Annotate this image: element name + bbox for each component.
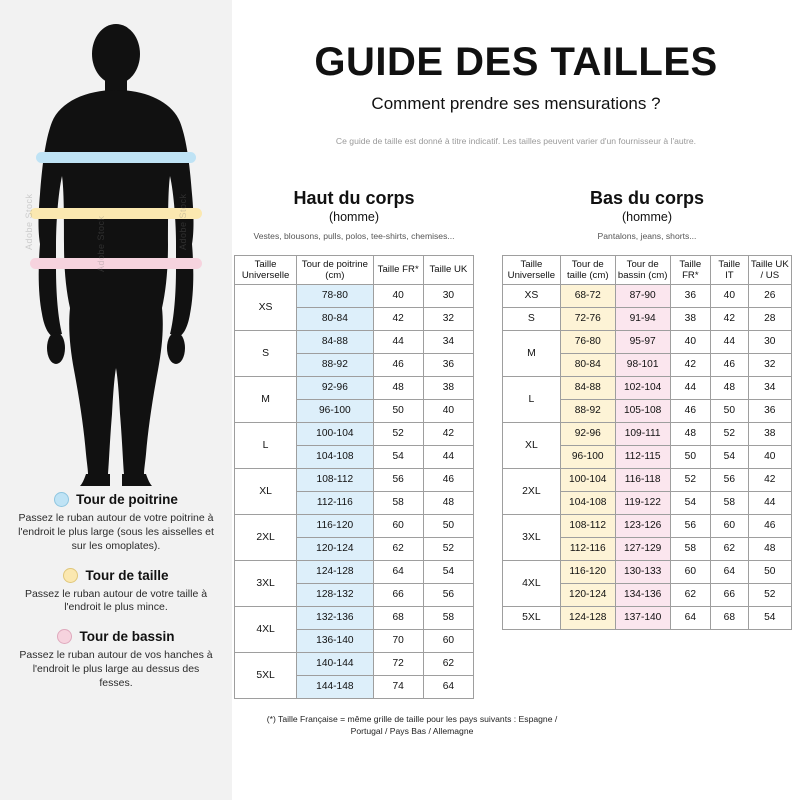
legend-item-hips	[10, 629, 222, 691]
cell-value: 42	[711, 307, 749, 330]
cell-value: 124-128	[297, 560, 373, 583]
upper-body-desc: Vestes, blousons, pulls, polos, tee-shirts, chemises...	[253, 231, 455, 241]
cell-value: 28	[748, 307, 791, 330]
cell-value: 56	[711, 468, 749, 491]
cell-value: 84-88	[560, 376, 615, 399]
cell-value: 58	[423, 606, 473, 629]
cell-universal-size: 2XL	[503, 468, 561, 514]
cell-value: 87-90	[615, 284, 670, 307]
cell-value: 72	[373, 652, 423, 675]
cell-value: 50	[670, 445, 710, 468]
cell-value: 74	[373, 675, 423, 698]
cell-value: 60	[423, 629, 473, 652]
cell-value: 52	[423, 537, 473, 560]
cell-value: 62	[711, 537, 749, 560]
cell-value: 116-120	[560, 560, 615, 583]
cell-value: 60	[373, 514, 423, 537]
col-uk-us: Taille UK / US	[748, 255, 791, 284]
upper-body-title: Haut du corps	[293, 188, 415, 208]
cell-value: 120-124	[297, 537, 373, 560]
cell-value: 104-108	[560, 491, 615, 514]
cell-value: 54	[711, 445, 749, 468]
cell-value: 112-116	[297, 491, 373, 514]
cell-value: 36	[748, 399, 791, 422]
hips-color-dot-icon	[57, 629, 72, 644]
cell-value: 46	[711, 353, 749, 376]
cell-value: 52	[748, 583, 791, 606]
cell-value: 42	[423, 422, 473, 445]
cell-value: 116-120	[297, 514, 373, 537]
table-row	[503, 307, 792, 330]
cell-universal-size: 4XL	[235, 606, 297, 652]
col-waist: Tour de taille (cm)	[560, 255, 615, 284]
cell-value: 46	[670, 399, 710, 422]
legend-waist-header	[10, 568, 222, 583]
cell-value: 40	[748, 445, 791, 468]
table-row	[235, 468, 474, 491]
cell-universal-size: M	[503, 330, 561, 376]
cell-value: 112-116	[560, 537, 615, 560]
table-row	[235, 422, 474, 445]
cell-value: 62	[670, 583, 710, 606]
col-hips: Tour de bassin (cm)	[615, 255, 670, 284]
cell-value: 66	[711, 583, 749, 606]
cell-value: 120-124	[560, 583, 615, 606]
cell-value: 52	[373, 422, 423, 445]
cell-universal-size: 2XL	[235, 514, 297, 560]
waist-measure-band	[30, 208, 202, 219]
cell-value: 40	[670, 330, 710, 353]
table-row	[503, 606, 792, 629]
cell-universal-size: XL	[235, 468, 297, 514]
table-row	[235, 560, 474, 583]
cell-value: 44	[748, 491, 791, 514]
disclaimer-text: Ce guide de taille est donné à titre indicatif. Les tailles peuvent varier d'un fournisseur à l'autre.	[335, 136, 697, 146]
cell-universal-size: L	[235, 422, 297, 468]
cell-value: 44	[423, 445, 473, 468]
cell-universal-size: 5XL	[235, 652, 297, 698]
cell-value: 50	[748, 560, 791, 583]
cell-value: 46	[748, 514, 791, 537]
cell-value: 42	[373, 307, 423, 330]
cell-value: 56	[373, 468, 423, 491]
col-fr: Taille FR*	[373, 255, 423, 284]
table-row	[503, 560, 792, 583]
cell-value: 44	[711, 330, 749, 353]
cell-value: 140-144	[297, 652, 373, 675]
waist-color-dot-icon	[63, 568, 78, 583]
cell-value: 40	[423, 399, 473, 422]
cell-universal-size: M	[235, 376, 297, 422]
watermark: Adobe Stock	[178, 193, 188, 250]
chest-color-dot-icon	[54, 492, 69, 507]
table-row	[235, 284, 474, 307]
table-row	[235, 514, 474, 537]
table-row	[235, 652, 474, 675]
col-universal: Taille Universelle	[503, 255, 561, 284]
cell-value: 58	[670, 537, 710, 560]
upper-body-table	[234, 255, 474, 699]
cell-value: 105-108	[615, 399, 670, 422]
cell-universal-size: 4XL	[503, 560, 561, 606]
watermark: Adobe Stock	[24, 193, 34, 250]
hips-measure-band	[30, 258, 202, 269]
legend-hips-header	[10, 629, 222, 644]
legend	[0, 492, 232, 705]
table-row	[503, 514, 792, 537]
cell-value: 108-112	[560, 514, 615, 537]
cell-value: 96-100	[297, 399, 373, 422]
header	[232, 0, 800, 146]
cell-value: 38	[423, 376, 473, 399]
lower-body-title: Bas du corps	[589, 188, 705, 208]
cell-value: 91-94	[615, 307, 670, 330]
cell-value: 36	[670, 284, 710, 307]
legend-waist-title: Tour de taille	[85, 567, 169, 583]
cell-value: 95-97	[615, 330, 670, 353]
cell-value: 30	[423, 284, 473, 307]
cell-value: 26	[748, 284, 791, 307]
cell-value: 32	[748, 353, 791, 376]
cell-value: 68	[373, 606, 423, 629]
cell-value: 123-126	[615, 514, 670, 537]
table-row	[503, 468, 792, 491]
lower-body-desc: Pantalons, jeans, shorts...	[597, 231, 697, 241]
col-chest: Tour de poitrine (cm)	[297, 255, 373, 284]
cell-universal-size: S	[235, 330, 297, 376]
cell-value: 46	[373, 353, 423, 376]
table-row	[503, 422, 792, 445]
cell-value: 104-108	[297, 445, 373, 468]
upper-body-subtitle: (homme)	[328, 210, 379, 224]
cell-value: 56	[670, 514, 710, 537]
cell-value: 72-76	[560, 307, 615, 330]
cell-value: 64	[711, 560, 749, 583]
cell-universal-size: L	[503, 376, 561, 422]
footnote: (*) Taille Française = même grille de taille pour les pays suivants : Espagne / Portugal / Pays Bas / Allemagne	[266, 714, 558, 737]
left-panel	[0, 0, 232, 800]
cell-value: 42	[670, 353, 710, 376]
cell-value: 144-148	[297, 675, 373, 698]
cell-value: 78-80	[297, 284, 373, 307]
cell-value: 64	[670, 606, 710, 629]
cell-universal-size: XS	[503, 284, 561, 307]
cell-value: 80-84	[560, 353, 615, 376]
cell-value: 88-92	[560, 399, 615, 422]
legend-item-chest	[10, 492, 222, 554]
cell-value: 100-104	[297, 422, 373, 445]
cell-value: 48	[711, 376, 749, 399]
cell-universal-size: 3XL	[503, 514, 561, 560]
cell-value: 62	[373, 537, 423, 560]
cell-value: 46	[423, 468, 473, 491]
page-subtitle: Comment prendre ses mensurations ?	[371, 94, 661, 113]
cell-value: 109-111	[615, 422, 670, 445]
cell-value: 108-112	[297, 468, 373, 491]
cell-value: 48	[748, 537, 791, 560]
cell-universal-size: S	[503, 307, 561, 330]
cell-value: 92-96	[297, 376, 373, 399]
table-row	[503, 284, 792, 307]
cell-value: 68	[711, 606, 749, 629]
cell-value: 54	[670, 491, 710, 514]
lower-body-table	[502, 255, 792, 630]
table-header-row	[235, 255, 474, 284]
cell-value: 132-136	[297, 606, 373, 629]
lower-body-table-block	[502, 188, 792, 699]
table-row	[503, 376, 792, 399]
cell-value: 92-96	[560, 422, 615, 445]
cell-value: 127-129	[615, 537, 670, 560]
col-uk: Taille UK	[423, 255, 473, 284]
cell-value: 50	[711, 399, 749, 422]
cell-value: 66	[373, 583, 423, 606]
cell-value: 48	[670, 422, 710, 445]
cell-value: 40	[373, 284, 423, 307]
cell-value: 116-118	[615, 468, 670, 491]
legend-waist-text: Passez le ruban autour de votre taille à l'endroit le plus mince.	[24, 587, 208, 614]
cell-value: 68-72	[560, 284, 615, 307]
legend-hips-title: Tour de bassin	[79, 629, 175, 645]
cell-value: 100-104	[560, 468, 615, 491]
cell-value: 64	[423, 675, 473, 698]
cell-value: 84-88	[297, 330, 373, 353]
figure-area	[0, 0, 232, 500]
cell-value: 124-128	[560, 606, 615, 629]
cell-value: 98-101	[615, 353, 670, 376]
cell-value: 38	[670, 307, 710, 330]
cell-value: 70	[373, 629, 423, 652]
cell-value: 88-92	[297, 353, 373, 376]
table-header-row	[503, 255, 792, 284]
cell-universal-size: 5XL	[503, 606, 561, 629]
cell-value: 52	[670, 468, 710, 491]
col-fr: Taille FR*	[670, 255, 710, 284]
legend-chest-text: Passez le ruban autour de votre poitrine à l'endroit le plus large (sous les aisselles et sur les omoplates).	[18, 512, 214, 552]
cell-value: 80-84	[297, 307, 373, 330]
cell-value: 38	[748, 422, 791, 445]
cell-value: 56	[423, 583, 473, 606]
lower-body-subtitle: (homme)	[621, 210, 672, 224]
cell-universal-size: XL	[503, 422, 561, 468]
cell-universal-size: XS	[235, 284, 297, 330]
cell-value: 64	[373, 560, 423, 583]
cell-value: 34	[423, 330, 473, 353]
upper-body-table-block	[234, 188, 474, 699]
table-row	[235, 606, 474, 629]
cell-value: 42	[748, 468, 791, 491]
legend-chest-title: Tour de poitrine	[76, 492, 178, 507]
legend-item-waist	[10, 568, 222, 616]
cell-value: 112-115	[615, 445, 670, 468]
cell-value: 134-136	[615, 583, 670, 606]
cell-value: 52	[711, 422, 749, 445]
col-it: Taille IT	[711, 255, 749, 284]
cell-value: 48	[373, 376, 423, 399]
legend-chest-header	[10, 492, 222, 507]
cell-value: 54	[373, 445, 423, 468]
cell-value: 60	[670, 560, 710, 583]
watermark: Adobe Stock	[96, 215, 106, 272]
cell-universal-size: 3XL	[235, 560, 297, 606]
cell-value: 40	[711, 284, 749, 307]
table-row	[235, 330, 474, 353]
legend-hips-text: Passez le ruban autour de vos hanches à l'endroit le plus large au dessus des fesses.	[19, 649, 213, 690]
tables-area	[232, 188, 800, 699]
cell-value: 96-100	[560, 445, 615, 468]
col-universal: Taille Universelle	[235, 255, 297, 284]
cell-value: 44	[373, 330, 423, 353]
cell-value: 34	[748, 376, 791, 399]
cell-value: 50	[373, 399, 423, 422]
cell-value: 36	[423, 353, 473, 376]
cell-value: 30	[748, 330, 791, 353]
cell-value: 54	[423, 560, 473, 583]
cell-value: 54	[748, 606, 791, 629]
cell-value: 50	[423, 514, 473, 537]
cell-value: 128-132	[297, 583, 373, 606]
table-row	[235, 376, 474, 399]
cell-value: 60	[711, 514, 749, 537]
cell-value: 32	[423, 307, 473, 330]
page-title: GUIDE DES TAILLES	[314, 40, 718, 84]
cell-value: 48	[423, 491, 473, 514]
cell-value: 136-140	[297, 629, 373, 652]
cell-value: 58	[373, 491, 423, 514]
cell-value: 62	[423, 652, 473, 675]
table-row	[503, 330, 792, 353]
cell-value: 102-104	[615, 376, 670, 399]
cell-value: 76-80	[560, 330, 615, 353]
cell-value: 58	[711, 491, 749, 514]
cell-value: 130-133	[615, 560, 670, 583]
cell-value: 119-122	[615, 491, 670, 514]
chest-measure-band	[36, 152, 196, 163]
cell-value: 44	[670, 376, 710, 399]
cell-value: 137-140	[615, 606, 670, 629]
